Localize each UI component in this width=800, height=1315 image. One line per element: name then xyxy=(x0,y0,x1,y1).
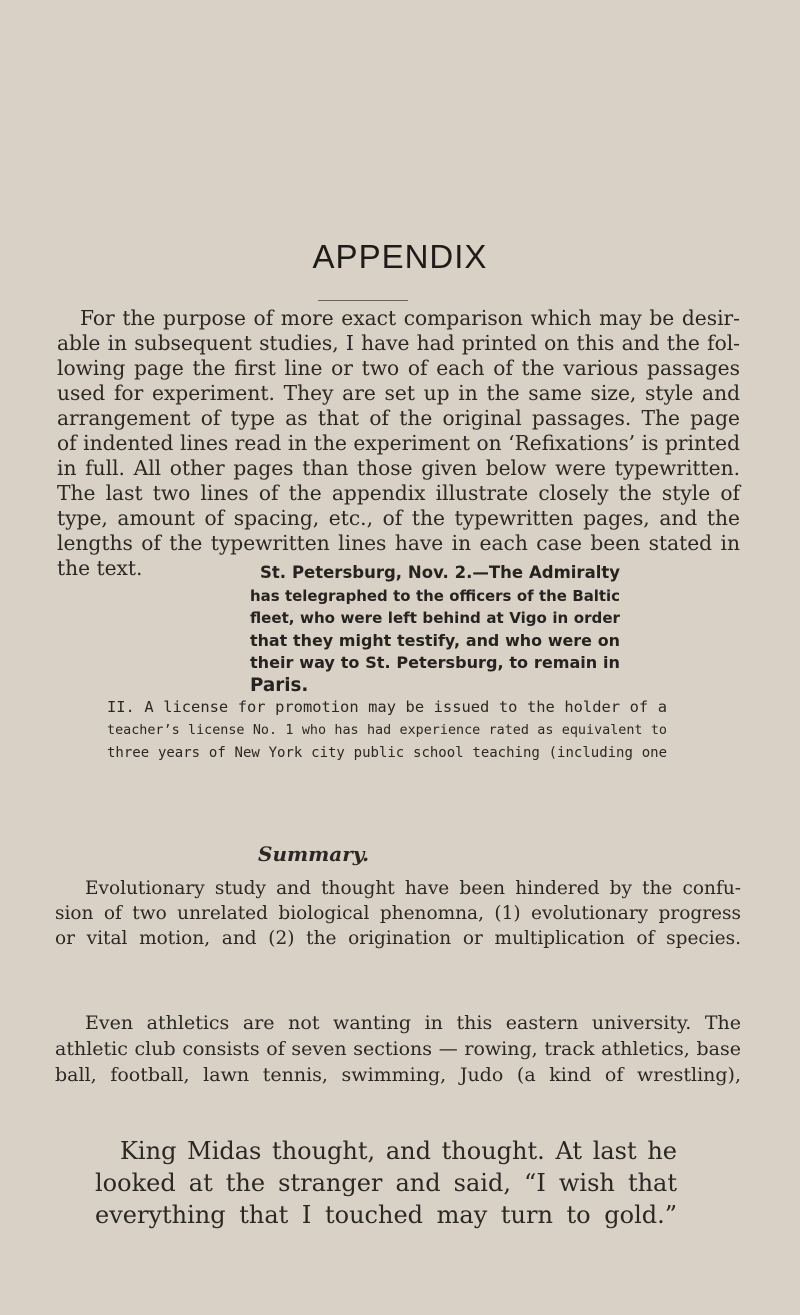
intro-line: arrangement of type as that of the original passages. The page xyxy=(57,406,740,430)
page-heading: APPENDIX xyxy=(312,238,488,275)
intro-line: For the purpose of more exact comparison which may be desir- xyxy=(80,306,740,330)
intro-line: used for experiment. They are set up in the same size, style and xyxy=(57,381,740,405)
sample-line: has telegraphed to the officers of the Baltic xyxy=(250,586,620,605)
intro-paragraph xyxy=(57,306,740,581)
sample-line: or vital motion, and (2) the origination or multiplication of species. xyxy=(55,928,741,949)
sample-line: Evolutionary study and thought have been hindered by the confu- xyxy=(85,878,741,899)
summary-title: Summary. xyxy=(258,842,370,866)
intro-line: lengths of the typewritten lines have in each case been stated in xyxy=(57,531,740,555)
sample-line: athletic club consists of seven sections — rowing, track athletics, base xyxy=(55,1038,741,1060)
sample-midas-passage xyxy=(95,1135,677,1231)
sample-line: St. Petersburg, Nov. 2.—The Admiralty xyxy=(260,563,620,582)
intro-line: type, amount of spacing, etc., of the typewritten pages, and the xyxy=(57,506,740,530)
sample-line: teacher’s license No. 1 who has had experience rated as equivalent to xyxy=(107,723,667,738)
sample-line: sion of two unrelated biological phenomna, (1) evolutionary progress xyxy=(55,903,741,924)
sample-line: Even athletics are not wanting in this eastern university. The xyxy=(85,1012,741,1034)
sample-line: that they might testify, and who were on xyxy=(250,630,620,650)
sample-line: II. A license for promotion may be issued to the holder of a xyxy=(107,698,667,716)
intro-line: The last two lines of the appendix illustrate closely the style of xyxy=(57,481,740,505)
sample-newspaper-passage xyxy=(250,562,620,697)
heading-rule xyxy=(318,300,408,301)
sample-line: their way to St. Petersburg, to remain in xyxy=(250,653,620,672)
sample-license-passage xyxy=(107,696,667,765)
intro-line: the text. xyxy=(57,556,143,580)
intro-line: lowing page the first line or two of each of the various passages xyxy=(57,356,740,380)
sample-athletics-passage xyxy=(55,1010,741,1088)
sample-summary-passage xyxy=(55,876,741,951)
intro-line: able in subsequent studies, I have had printed on this and the fol- xyxy=(57,331,740,355)
sample-line: fleet, who were left behind at Vigo in order xyxy=(250,609,620,627)
sample-line: Paris. xyxy=(250,674,309,696)
sample-line: looked at the stranger and said, “I wish that xyxy=(95,1169,677,1197)
sample-line: three years of New York city public school teaching (including one xyxy=(107,745,667,761)
sample-line: ball, football, lawn tennis, swimming, Judo (a kind of wrestling), xyxy=(55,1064,741,1086)
sample-line: King Midas thought, and thought. At last he xyxy=(120,1137,677,1165)
intro-line: of indented lines read in the experiment on ‘Refixations’ is printed xyxy=(57,431,740,455)
sample-line: everything that I touched may turn to gold.” xyxy=(95,1201,677,1229)
intro-line: in full. All other pages than those given below were typewritten. xyxy=(57,456,740,480)
